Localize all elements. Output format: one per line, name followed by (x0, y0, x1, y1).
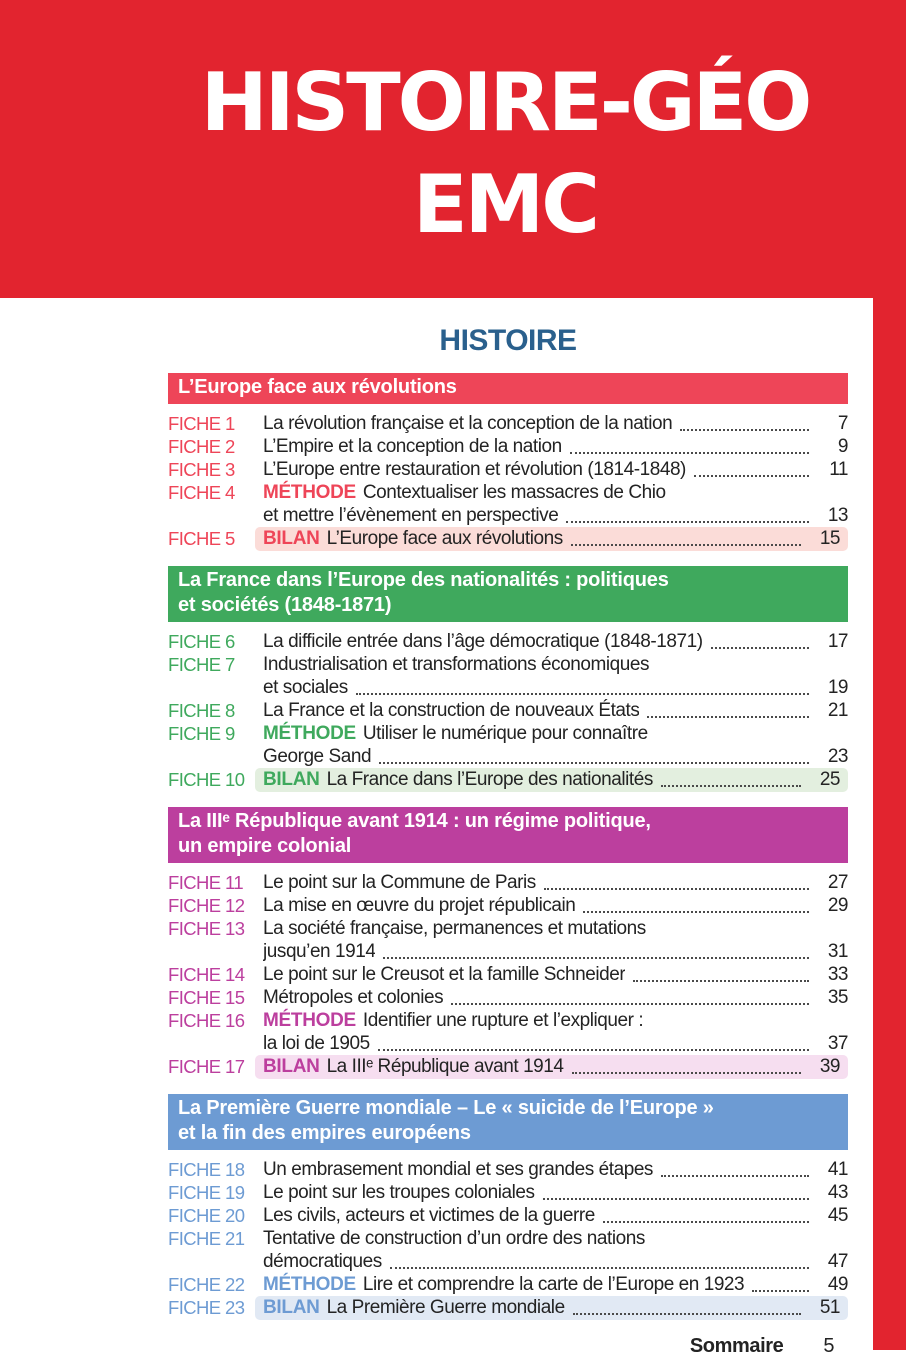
section-banner-title: un empire colonial (178, 835, 352, 857)
entry-title: La France dans l’Europe des nationalités (326, 769, 653, 790)
entry-tag: MÉTHODE (263, 723, 356, 744)
entry-line (263, 940, 848, 963)
toc-entry (168, 527, 848, 551)
entry-text (263, 630, 848, 653)
entry-title: et sociales (263, 677, 348, 698)
entry-title: La IIIᵉ République avant 1914 (326, 1056, 564, 1077)
entry-title: Identifier une rupture et l’expliquer : (362, 1010, 644, 1031)
entry-tag: MÉTHODE (263, 482, 356, 503)
toc-entry (168, 1181, 848, 1204)
fiche-label: FICHE 8 (168, 700, 235, 721)
toc-section-iiie-republique (168, 807, 848, 1079)
dotted-leader (390, 1267, 809, 1269)
dotted-leader (583, 911, 809, 913)
entry-page-number: 25 (819, 769, 840, 790)
dotted-leader (752, 1290, 809, 1292)
entry-page-number: 9 (837, 436, 848, 457)
dotted-leader (379, 762, 809, 764)
entry-page-number: 11 (829, 459, 848, 480)
entry-page-number: 33 (827, 964, 848, 985)
entry-text (263, 527, 848, 551)
entry-page-number: 29 (827, 895, 848, 916)
section-banner-title: L’Europe face aux révolutions (178, 376, 457, 398)
toc-entry (168, 986, 848, 1009)
toc-entry (168, 963, 848, 986)
entry-tag: MÉTHODE (263, 1274, 356, 1295)
entry-title: Le point sur les troupes coloniales (263, 1182, 535, 1203)
entry-title: Un embrasement mondial et ses grandes étapes (263, 1159, 653, 1180)
entry-line (255, 1296, 848, 1320)
section-banner-title: La IIIᵉ République avant 1914 : un régime politique, (178, 810, 651, 832)
fiche-label: FICHE 21 (168, 1228, 245, 1249)
fiche-label: FICHE 11 (168, 872, 244, 893)
dotted-leader (566, 521, 809, 523)
fiche-label: FICHE 18 (168, 1159, 245, 1180)
section-banner (168, 1094, 848, 1150)
dotted-leader (356, 693, 809, 695)
entry-line (255, 1055, 848, 1079)
entry-text (263, 894, 848, 917)
fiche-label: FICHE 17 (168, 1056, 245, 1077)
fiche-label: FICHE 5 (168, 528, 235, 549)
entry-page-number: 47 (827, 1251, 848, 1272)
entry-title: Lire et comprendre la carte de l’Europe en 1923 (362, 1274, 745, 1295)
fiche-label: FICHE 6 (168, 631, 235, 652)
toc-entry (168, 722, 848, 768)
entry-text (263, 1055, 848, 1079)
toc-entry (168, 871, 848, 894)
entry-line (263, 871, 848, 894)
fiche-label: FICHE 15 (168, 987, 245, 1008)
entry-title: La société française, permanences et mutations (263, 918, 646, 939)
entry-line (263, 917, 848, 940)
entry-title: L’Europe entre restauration et révolution (1814-1848) (263, 459, 686, 480)
entry-title: L’Empire et la conception de la nation (263, 436, 562, 457)
entry-text (263, 1204, 848, 1227)
dotted-leader (378, 1049, 809, 1051)
entry-line (263, 412, 848, 435)
toc-entry (168, 917, 848, 963)
fiche-label: FICHE 10 (168, 769, 245, 790)
dotted-leader (711, 647, 809, 649)
section-banner-title: et la fin des empires européens (178, 1122, 471, 1144)
entry-text (263, 458, 848, 481)
entry-page-number: 39 (819, 1056, 840, 1077)
toc-entry (168, 768, 848, 792)
dotted-leader (694, 475, 809, 477)
entry-line (263, 1273, 848, 1296)
entry-text (263, 1158, 848, 1181)
fiche-label: FICHE 20 (168, 1205, 245, 1226)
entry-text (263, 986, 848, 1009)
entry-line (263, 435, 848, 458)
dotted-leader (451, 1003, 809, 1005)
page-footer (168, 1335, 848, 1355)
entry-page-number: 21 (827, 700, 848, 721)
entry-tag: BILAN (263, 1297, 320, 1318)
entry-page-number: 17 (827, 631, 848, 652)
entry-line (263, 1250, 848, 1273)
entry-text (263, 1227, 848, 1273)
entry-line (263, 1032, 848, 1055)
entry-page-number: 49 (827, 1274, 848, 1295)
section-banner-title: La Première Guerre mondiale – Le « suicide de l’Europe » (178, 1097, 714, 1119)
entry-line (263, 1181, 848, 1204)
entry-tag: BILAN (263, 528, 320, 549)
fiche-label: FICHE 4 (168, 482, 235, 503)
entry-text (263, 871, 848, 894)
cover-band (0, 0, 906, 298)
entry-line (263, 699, 848, 722)
footer-page-number: 5 (823, 1335, 834, 1355)
entry-title: Utiliser le numérique pour connaître (362, 723, 648, 744)
footer-label: Sommaire (689, 1335, 784, 1355)
entry-text (263, 722, 848, 768)
section-banner (168, 373, 848, 404)
entry-line (263, 630, 848, 653)
dotted-leader (603, 1221, 809, 1223)
entry-text (263, 653, 848, 699)
dotted-leader (544, 888, 809, 890)
entry-title: Métropoles et colonies (263, 987, 444, 1008)
entry-line (263, 676, 848, 699)
section-banner-title: La France dans l’Europe des nationalités : politiques (178, 569, 669, 591)
dotted-leader (383, 957, 809, 959)
toc-entry (168, 699, 848, 722)
toc-sections (168, 373, 848, 1320)
entry-title: La France et la construction de nouveaux États (263, 700, 640, 721)
entry-title: démocratiques (263, 1251, 382, 1272)
toc-entry (168, 481, 848, 527)
dotted-leader (661, 785, 801, 787)
entry-line (255, 768, 848, 792)
fiche-label: FICHE 7 (168, 654, 235, 675)
fiche-label: FICHE 22 (168, 1274, 245, 1295)
entry-tag: MÉTHODE (263, 1010, 356, 1031)
entry-title: La mise en œuvre du projet républicain (263, 895, 576, 916)
entry-title: la loi de 1905 (263, 1033, 370, 1054)
entry-page-number: 27 (827, 872, 848, 893)
dotted-leader (633, 980, 809, 982)
entry-line (263, 653, 848, 676)
entry-page-number: 13 (827, 505, 848, 526)
entry-line (263, 481, 848, 504)
entry-line (255, 527, 848, 551)
entry-title: et mettre l’évènement en perspective (263, 505, 559, 526)
entry-line (263, 963, 848, 986)
entry-title: Les civils, acteurs et victimes de la guerre (263, 1205, 595, 1226)
dotted-leader (571, 544, 801, 546)
entry-title: La difficile entrée dans l’âge démocratique (1848-1871) (263, 631, 703, 652)
entry-text (263, 1181, 848, 1204)
entry-page-number: 41 (827, 1159, 848, 1180)
dotted-leader (570, 452, 809, 454)
toc-entry (168, 630, 848, 653)
entry-text (263, 1296, 848, 1320)
entry-text (263, 1009, 848, 1055)
entry-text (263, 481, 848, 527)
toc-entry (168, 1273, 848, 1296)
section-banner-title: et sociétés (1848-1871) (178, 594, 392, 616)
toc-entry (168, 458, 848, 481)
entry-title: Contextualiser les massacres de Chio (362, 482, 666, 503)
entry-text (263, 435, 848, 458)
entry-title: Le point sur le Creusot et la famille Schneider (263, 964, 626, 985)
entry-line (263, 1158, 848, 1181)
fiche-label: FICHE 13 (168, 918, 245, 939)
toc-content (168, 324, 848, 1355)
part-heading: HISTOIRE (439, 324, 577, 357)
dotted-leader (647, 716, 809, 718)
toc-entry (168, 1055, 848, 1079)
toc-entry (168, 412, 848, 435)
entry-title: Tentative de construction d’un ordre des nations (263, 1228, 645, 1249)
entry-tag: BILAN (263, 769, 320, 790)
entry-page-number: 15 (819, 528, 840, 549)
entry-page-number: 43 (827, 1182, 848, 1203)
entry-text (263, 917, 848, 963)
toc-entry (168, 1227, 848, 1273)
cover-title (0, 0, 906, 256)
dotted-leader (573, 1313, 801, 1315)
dotted-leader (543, 1198, 809, 1200)
section-banner (168, 807, 848, 863)
toc-entry (168, 894, 848, 917)
entry-title: George Sand (263, 746, 372, 767)
entry-title: La Première Guerre mondiale (326, 1297, 565, 1318)
entry-line (263, 986, 848, 1009)
entry-page-number: 7 (837, 413, 848, 434)
toc-entry (168, 435, 848, 458)
entry-title: jusqu’en 1914 (263, 941, 376, 962)
entry-line (263, 745, 848, 768)
dotted-leader (572, 1072, 801, 1074)
entry-line (263, 458, 848, 481)
entry-text (263, 963, 848, 986)
entry-page-number: 23 (827, 746, 848, 767)
entry-line (263, 1204, 848, 1227)
entry-page-number: 35 (827, 987, 848, 1008)
entry-tag: BILAN (263, 1056, 320, 1077)
cover-title-line1: HISTOIRE-GÉO (200, 56, 810, 149)
entry-text (263, 412, 848, 435)
fiche-label: FICHE 9 (168, 723, 235, 744)
entry-page-number: 51 (819, 1297, 840, 1318)
fiche-label: FICHE 12 (168, 895, 245, 916)
toc-section-premiere-guerre (168, 1094, 848, 1320)
toc-section-europe-revolutions (168, 373, 848, 551)
fiche-label: FICHE 2 (168, 436, 235, 457)
entry-text (263, 1273, 848, 1296)
toc-entry (168, 1296, 848, 1320)
entry-title: L’Europe face aux révolutions (326, 528, 563, 549)
fiche-label: FICHE 1 (168, 413, 235, 434)
toc-entry (168, 1204, 848, 1227)
entry-line (263, 1227, 848, 1250)
fiche-label: FICHE 3 (168, 459, 235, 480)
dotted-leader (661, 1175, 809, 1177)
entry-title: Industrialisation et transformations économiques (263, 654, 650, 675)
entry-text (263, 699, 848, 722)
entry-text (263, 768, 848, 792)
fiche-label: FICHE 19 (168, 1182, 245, 1203)
entry-page-number: 19 (827, 677, 848, 698)
entry-title: La révolution française et la conception de la nation (263, 413, 673, 434)
entry-page-number: 31 (827, 941, 848, 962)
fiche-label: FICHE 16 (168, 1010, 245, 1031)
entry-title: Le point sur la Commune de Paris (263, 872, 536, 893)
cover-title-line2: EMC (413, 158, 597, 251)
entry-line (263, 1009, 848, 1032)
fiche-label: FICHE 14 (168, 964, 245, 985)
toc-entry (168, 653, 848, 699)
entry-page-number: 37 (827, 1033, 848, 1054)
entry-page-number: 45 (827, 1205, 848, 1226)
entry-line (263, 722, 848, 745)
toc-entry (168, 1009, 848, 1055)
dotted-leader (680, 429, 809, 431)
section-banner (168, 566, 848, 622)
toc-section-france-nationalites (168, 566, 848, 792)
entry-line (263, 504, 848, 527)
toc-entry (168, 1158, 848, 1181)
entry-line (263, 894, 848, 917)
fiche-label: FICHE 23 (168, 1297, 245, 1318)
